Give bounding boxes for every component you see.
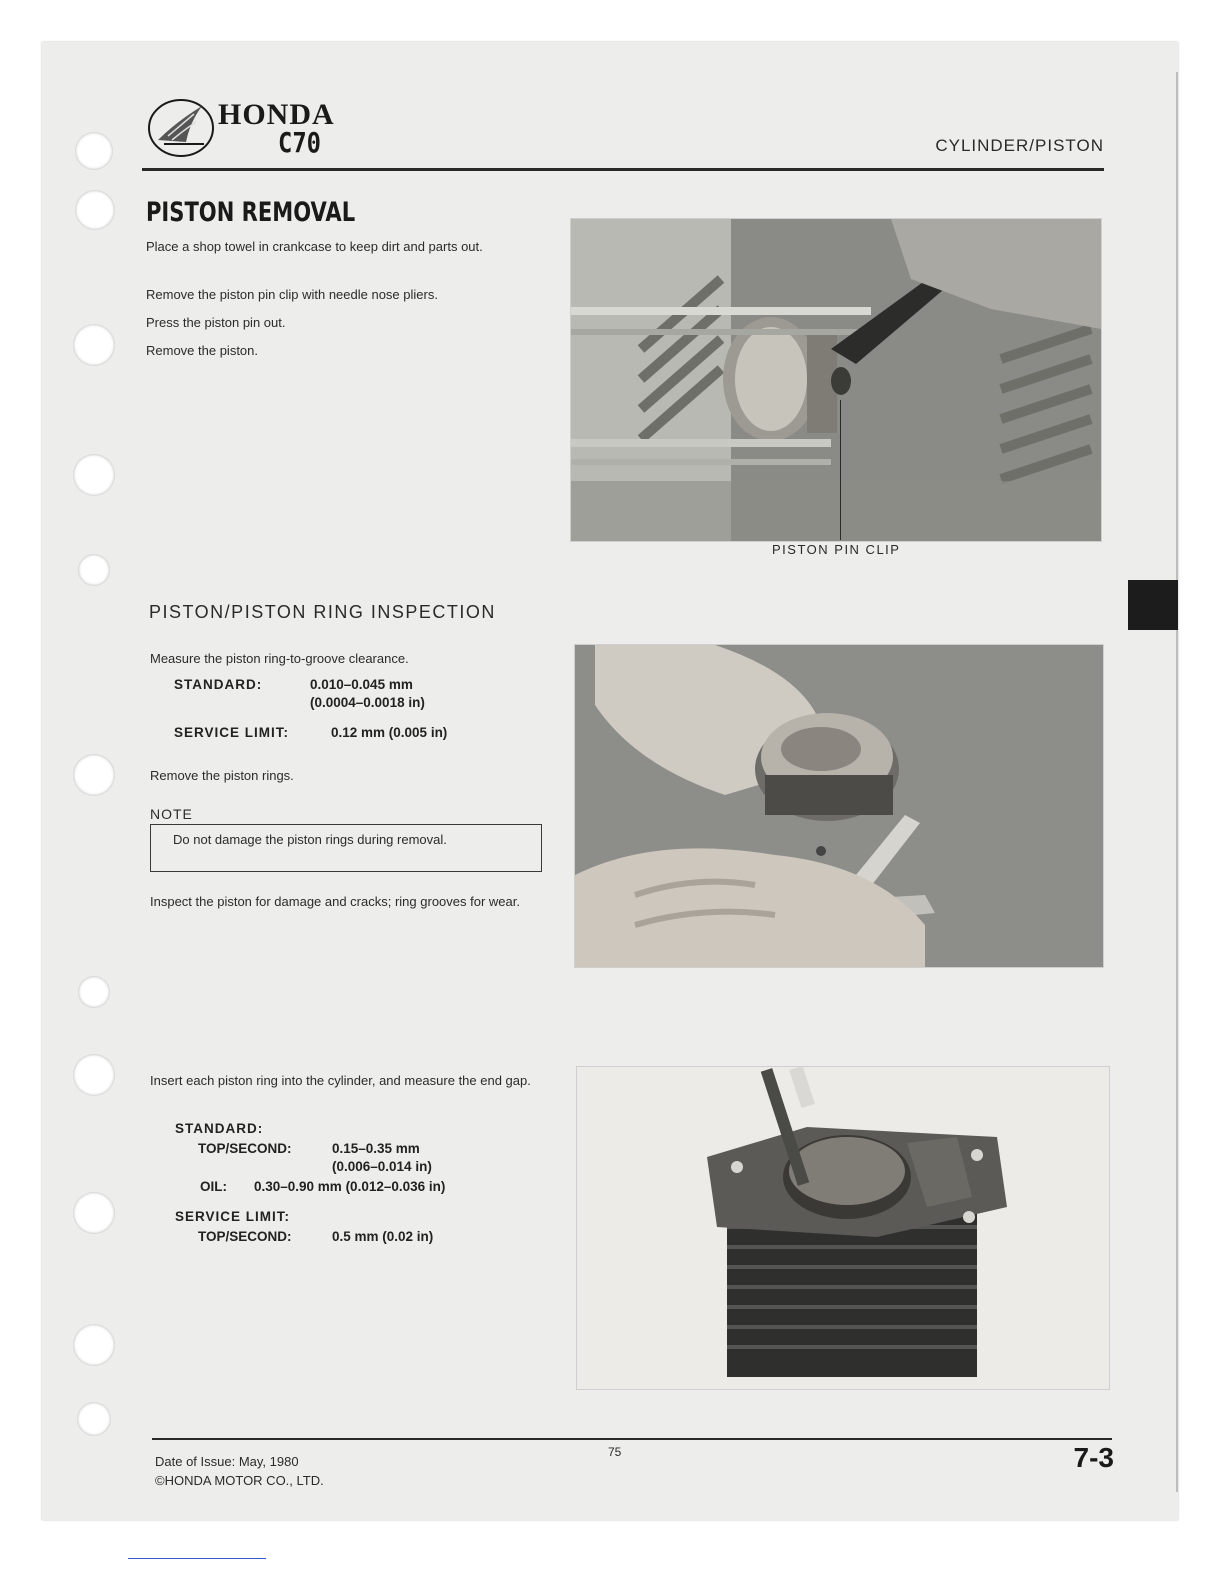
note-text: Do not damage the piston rings during removal. [173, 832, 447, 847]
chapter-page-number: 7-3 [1073, 1442, 1114, 1473]
page-header [142, 90, 1104, 174]
binder-hole [77, 1402, 111, 1436]
inspect-text: Inspect the piston for damage and cracks; ring grooves for wear. [150, 894, 520, 909]
copyright: ©HONDA MOTOR CO., LTD. [155, 1473, 324, 1488]
binder-hole [75, 190, 115, 230]
spec-label: STANDARD: [174, 677, 263, 692]
photo-piston-removal [570, 218, 1102, 542]
honda-wing-icon [146, 92, 216, 162]
note-box [150, 824, 542, 872]
binder-hole [73, 1054, 115, 1096]
spec-label: SERVICE LIMIT: [175, 1209, 291, 1224]
footer-info [155, 1452, 324, 1490]
spec-label: STANDARD: [175, 1121, 264, 1136]
photo-cylinder-end-gap [576, 1066, 1110, 1390]
step-text: Remove the piston. [146, 343, 259, 358]
spec-top-second-label: TOP/SECOND: [198, 1141, 292, 1156]
binder-hole [73, 1192, 115, 1234]
header-rule [142, 168, 1104, 171]
date-of-issue: Date of Issue: May, 1980 [155, 1454, 299, 1469]
spec-limit-top-second-label: TOP/SECOND: [198, 1229, 292, 1244]
page-number: 75 [608, 1445, 622, 1459]
spec-top-second-in: (0.006–0.014 in) [332, 1159, 432, 1174]
binder-hole [78, 976, 110, 1008]
binder-hole [73, 1324, 115, 1366]
note-label: NOTE [150, 806, 193, 822]
binder-hole [73, 754, 115, 796]
underline-mark [128, 1558, 266, 1559]
end-gap-standard [175, 1120, 263, 1137]
callout-leader-line [840, 400, 841, 540]
spec-limit-top-second-value: 0.5 mm (0.02 in) [332, 1229, 434, 1244]
spec-label: SERVICE LIMIT: [174, 725, 290, 740]
end-gap-intro: Insert each piston ring into the cylinder, and measure the end gap. [150, 1073, 531, 1088]
spec-standard-mm: 0.010–0.045 mm [310, 677, 413, 692]
spec-service-limit [174, 724, 289, 741]
spec-standard [174, 676, 262, 693]
section-title: CYLINDER/PISTON [935, 136, 1104, 155]
spec-service-limit-value: 0.12 mm (0.005 in) [331, 725, 448, 740]
spec-top-second-mm: 0.15–0.35 mm [332, 1141, 420, 1156]
inspection-intro: Measure the piston ring-to-groove clearance. [150, 651, 409, 666]
photo-ring-clearance [574, 644, 1104, 968]
heading-ring-inspection: PISTON/PISTON RING INSPECTION [149, 602, 496, 622]
brand-name: HONDA [218, 98, 335, 131]
spec-oil-value: 0.30–0.90 mm (0.012–0.036 in) [254, 1179, 446, 1194]
step-text: Remove the piston pin clip with needle nose pliers. [146, 287, 438, 302]
page-edge [1176, 72, 1178, 1492]
callout-piston-pin-clip: PISTON PIN CLIP [772, 542, 901, 557]
binder-hole [75, 132, 113, 170]
binder-hole [78, 554, 110, 586]
binder-hole [73, 324, 115, 366]
remove-rings-text: Remove the piston rings. [150, 768, 294, 783]
model-name: C70 [278, 126, 321, 159]
footer-rule [152, 1438, 1112, 1440]
step-text: Press the piston pin out. [146, 315, 286, 330]
end-gap-service-limit [175, 1208, 290, 1225]
step-text: Place a shop towel in crankcase to keep dirt and parts out. [146, 239, 483, 254]
manual-page [42, 42, 1178, 1520]
section-tab-marker [1128, 580, 1178, 630]
spec-standard-in: (0.0004–0.0018 in) [310, 695, 425, 710]
spec-oil-label: OIL: [200, 1179, 227, 1194]
heading-piston-removal: PISTON REMOVAL [146, 197, 356, 228]
binder-hole [73, 454, 115, 496]
